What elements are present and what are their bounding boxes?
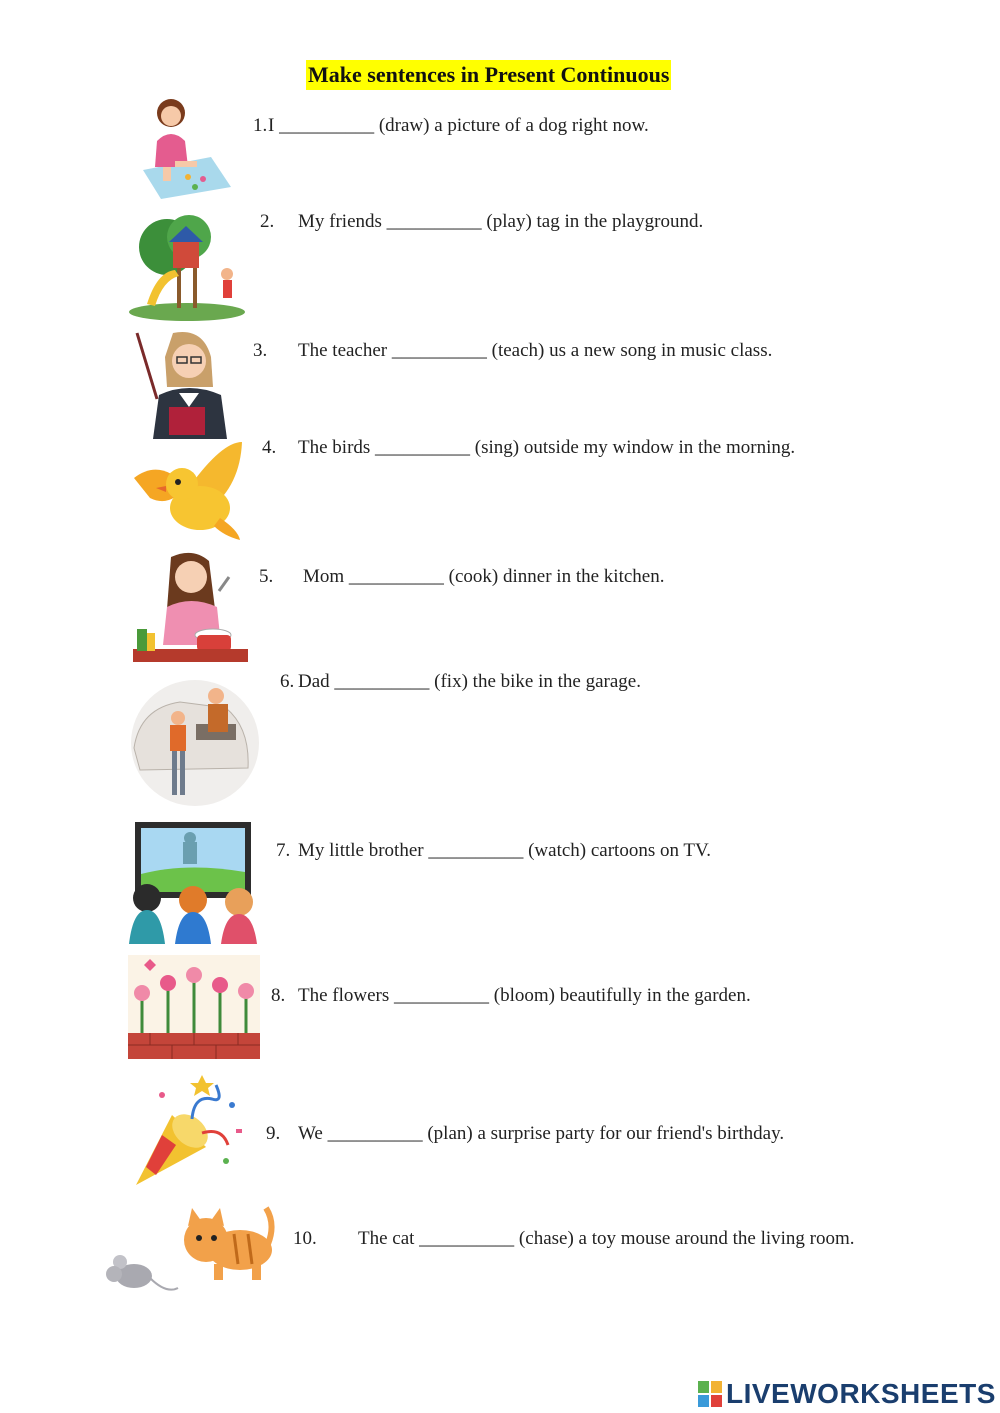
question-sentence: The teacher __________ (teach) us a new song in music class. — [298, 340, 773, 361]
question-sentence: The flowers __________ (bloom) beautifully in the garden. — [298, 985, 751, 1006]
question-sentence: Dad __________ (fix) the bike in the garage. — [298, 671, 641, 692]
kids-watching-tv-picture — [127, 822, 259, 944]
girl-drawing-picture — [133, 95, 233, 200]
flowers-picture — [128, 955, 260, 1059]
question-number: 7. — [276, 840, 291, 861]
worksheet-title: Make sentences in Present Continuous — [306, 60, 671, 90]
party-popper-picture — [132, 1075, 247, 1187]
question-sentence: The birds __________ (sing) outside my window in the morning. — [298, 437, 796, 458]
question-sentence: We __________ (plan) a surprise party for our friend's birthday. — [298, 1123, 785, 1144]
question-number: 10. — [293, 1228, 317, 1249]
brand-name: LIVEWORKSHEETS — [726, 1378, 996, 1409]
bird-picture — [130, 438, 245, 543]
question-sentence: My friends __________ (play) tag in the playground. — [298, 211, 704, 232]
liveworksheets-logo-icon — [698, 1381, 722, 1407]
mom-cooking-picture — [133, 547, 248, 662]
question-number: 4. — [262, 437, 277, 458]
question-number: 1. — [253, 115, 268, 136]
question-number: 9. — [266, 1123, 281, 1144]
question-sentence: The cat __________ (chase) a toy mouse around the living room. — [358, 1228, 855, 1249]
dad-fixing-car-picture — [130, 678, 260, 808]
question-number: 5. — [259, 566, 274, 587]
question-sentence: My little brother __________ (watch) cartoons on TV. — [298, 840, 712, 861]
question-number: 6. — [280, 671, 295, 692]
question-sentence: Mom __________ (cook) dinner in the kitchen. — [303, 566, 665, 587]
question-number: 3. — [253, 340, 268, 361]
liveworksheets-logo — [698, 1378, 996, 1410]
question-number: 8. — [271, 985, 286, 1006]
teacher-picture — [133, 327, 233, 439]
cat-and-mouse-picture — [106, 1204, 276, 1302]
playground-picture — [127, 212, 247, 322]
question-sentence: I __________ (draw) a picture of a dog right now. — [268, 115, 649, 136]
question-number: 2. — [260, 211, 275, 232]
